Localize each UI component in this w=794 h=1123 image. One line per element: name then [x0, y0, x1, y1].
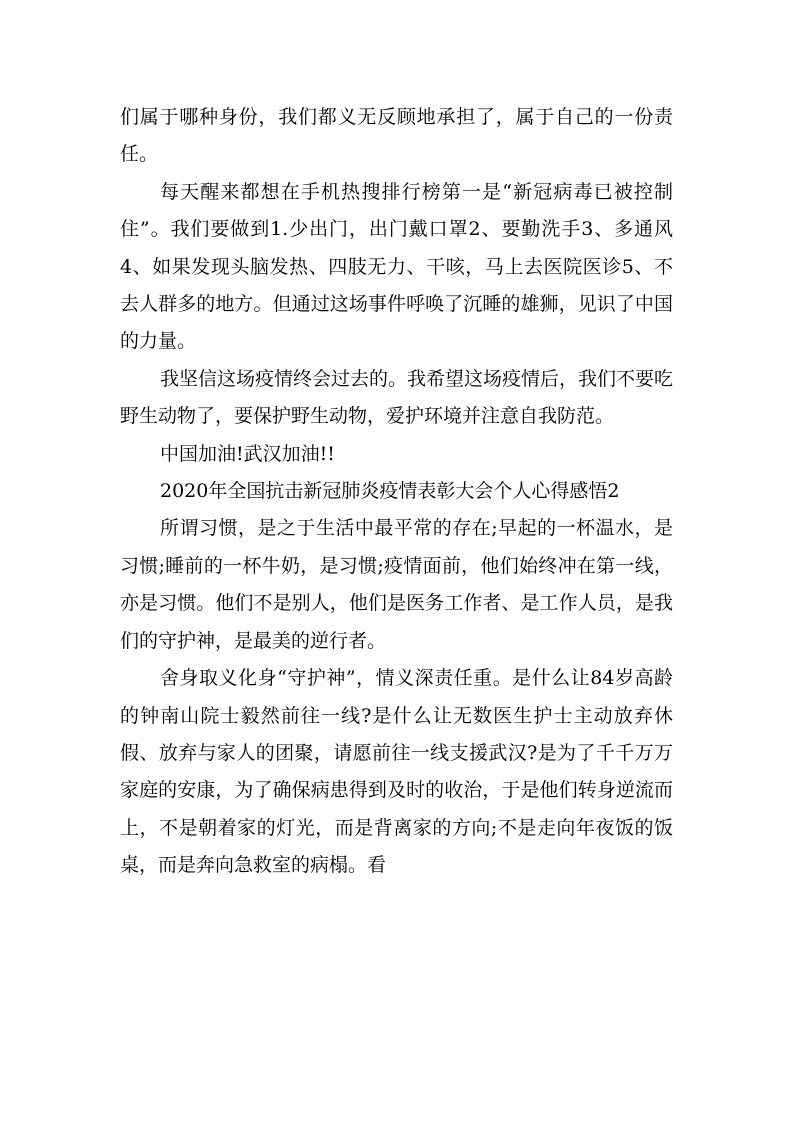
document-page — [120, 99, 673, 885]
section-heading: 2020年全国抗击新冠肺炎疫情表彰大会个人心得感悟2 — [160, 480, 620, 503]
paragraph-continuation: 们属于哪种身份，我们都义无反顾地承担了，属于自己的一份责任。 — [120, 106, 673, 166]
paragraph-guardian: 舍身取义化身“守护神”，情义深责任重。是什么让84岁高龄的钟南山院士毅然前往一线?是什么让无数医生护士主动放弃休假、放弃与家人的团聚，请愿前往一线支援武汉?是为了千千万万家庭的安康，为了确保病患得到及时的收治，于是他们转身逆流而上，不是朝着家的灯光，而是背离家的方向;不是走向年夜饭的饭桌，而是奔向急救室的病榻。看 — [120, 667, 673, 877]
paragraph-belief: 我坚信这场疫情终会过去的。我希望这场疫情后，我们不要吃野生动物了，要保护野生动物，爱护环境并注意自我防范。 — [120, 367, 674, 428]
paragraph-cheer: 中国加油!武汉加油!! — [160, 442, 335, 465]
paragraph-habit: 所谓习惯，是之于生活中最平常的存在;早起的一杯温水，是习惯;睡前的一杯牛奶，是习惯;疫情面前，他们始终冲在第一线，亦是习惯。他们不是别人，他们是医务工作者、是工作人员，是我们的守护神，是最美的逆行者。 — [120, 517, 673, 652]
paragraph-prevention-measures: 每天醒来都想在手机热搜排行榜第一是“新冠病毒已被控制住”。我们要做到1.少出门，出门戴口罩2、要勤洗手3、多通风4、如果发现头脑发热、四肢无力、干咳，马上去医院医诊5、不去人群多的地方。但通过这场事件呼唤了沉睡的雄狮，见识了中国的力量。 — [120, 180, 673, 353]
